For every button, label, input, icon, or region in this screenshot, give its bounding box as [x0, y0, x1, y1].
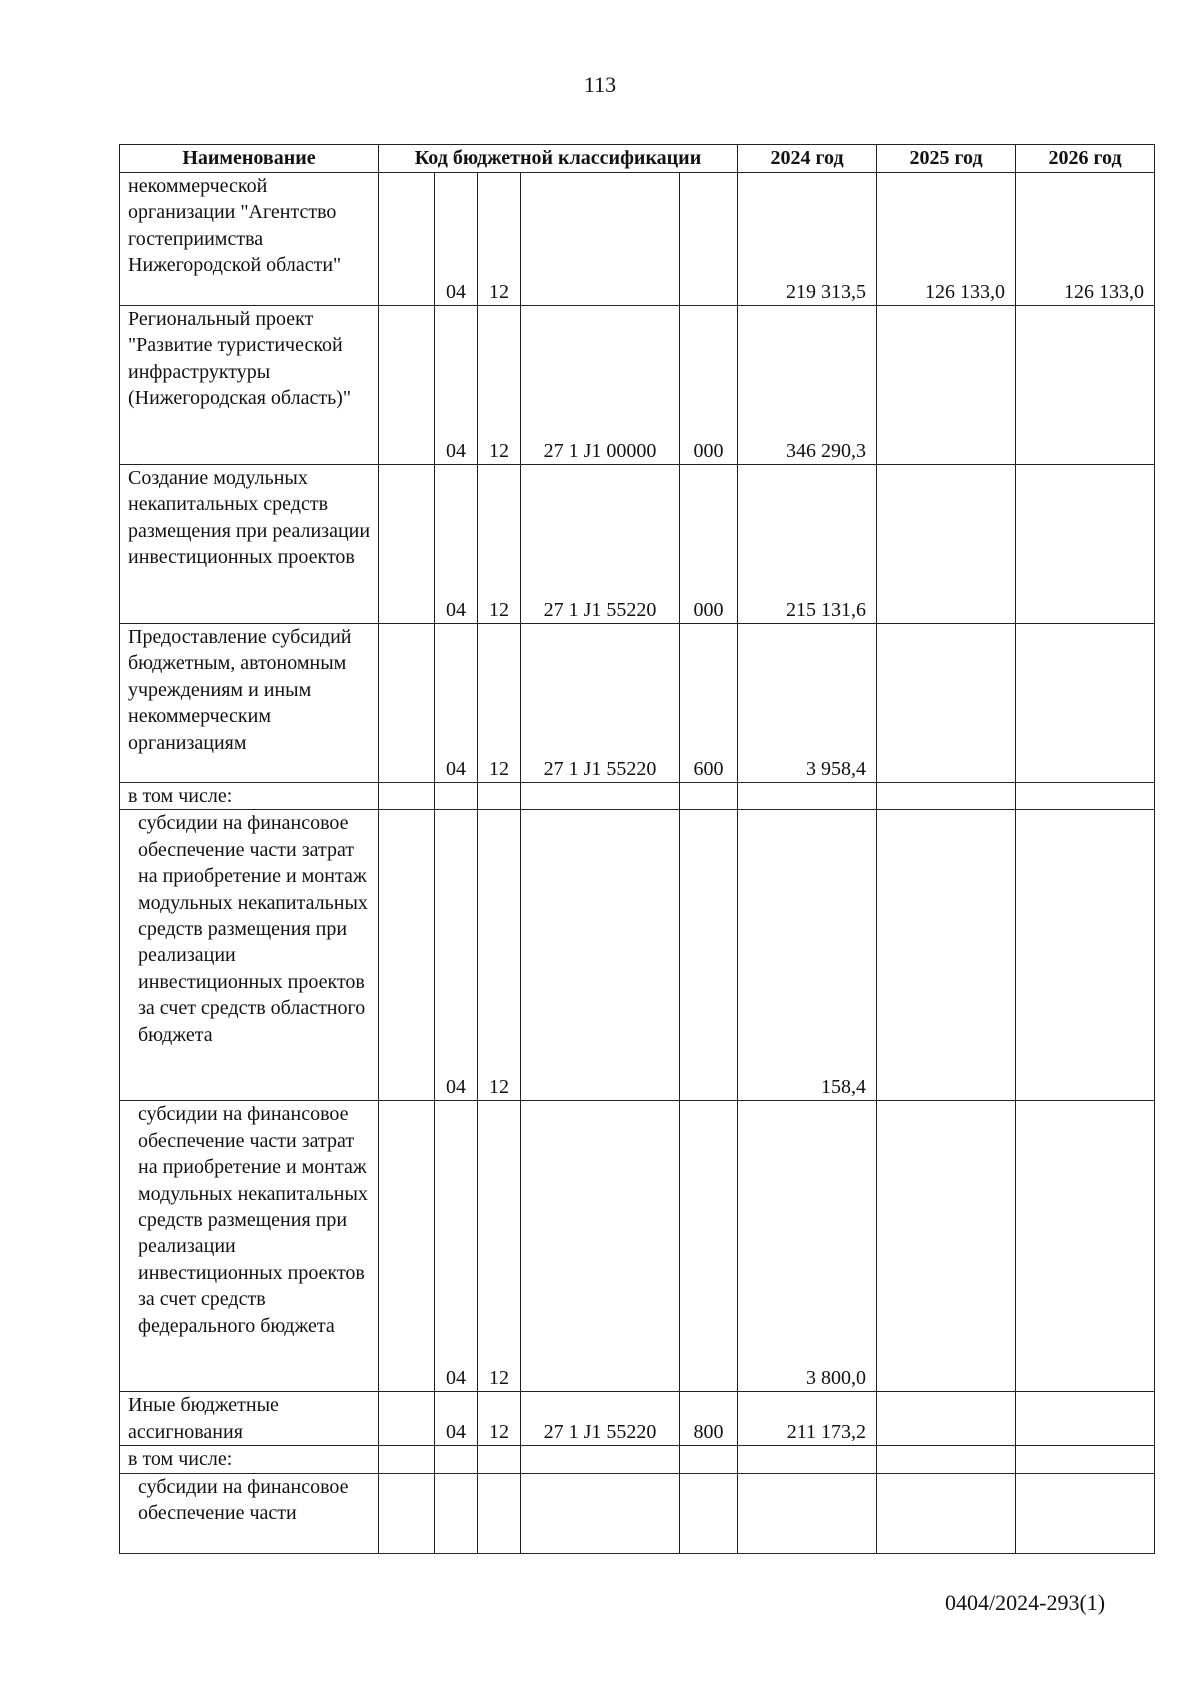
- cell-y2025: [877, 465, 1016, 624]
- cell-y2024: 219 313,5: [738, 173, 877, 306]
- cell-c2: 04: [435, 810, 478, 1101]
- cell-c4: 27 1 J1 00000: [521, 306, 680, 465]
- cell-c1: [379, 1473, 435, 1553]
- cell-y2024: 3 958,4: [738, 624, 877, 783]
- cell-y2026: [1016, 465, 1155, 624]
- cell-c3: [478, 1446, 521, 1473]
- cell-c3: 12: [478, 1392, 521, 1446]
- cell-name: Предоставление субсидий бюджетным, автономным учреждениям и иным некоммерческим организациям: [120, 624, 379, 783]
- cell-y2025: [877, 306, 1016, 465]
- table-row: [120, 1101, 1155, 1392]
- cell-y2024: 346 290,3: [738, 306, 877, 465]
- cell-c2: [435, 783, 478, 810]
- budget-table: [119, 144, 1155, 1554]
- cell-c4: [521, 1473, 680, 1553]
- cell-c1: [379, 624, 435, 783]
- cell-c3: 12: [478, 306, 521, 465]
- cell-name: Создание модульных некапитальных средств размещения при реализации инвестиционных проектов: [120, 465, 379, 624]
- cell-y2026: [1016, 1101, 1155, 1392]
- cell-y2025: [877, 1446, 1016, 1473]
- cell-y2025: [877, 1101, 1016, 1392]
- cell-c5: [680, 1473, 738, 1553]
- cell-c4: [521, 1101, 680, 1392]
- cell-c2: 04: [435, 1101, 478, 1392]
- cell-y2026: [1016, 783, 1155, 810]
- cell-c1: [379, 1101, 435, 1392]
- cell-name: [120, 1473, 379, 1553]
- cell-name: в том числе:: [120, 783, 379, 810]
- table-row: [120, 306, 1155, 465]
- cell-c4: 27 1 J1 55220: [521, 465, 680, 624]
- cell-y2025: [877, 810, 1016, 1101]
- cell-c5: [680, 810, 738, 1101]
- cell-c1: [379, 173, 435, 306]
- cell-y2024: [738, 1446, 877, 1473]
- cell-c1: [379, 306, 435, 465]
- table-row: [120, 1473, 1155, 1553]
- header-2024: 2024 год: [738, 145, 877, 173]
- header-row: [120, 145, 1155, 173]
- cell-name: [120, 1101, 379, 1392]
- header-code: Код бюджетной классификации: [379, 145, 738, 173]
- table-row: [120, 783, 1155, 810]
- cell-name: Региональный проект "Развитие туристической инфраструктуры (Нижегородская область)": [120, 306, 379, 465]
- cell-y2026: [1016, 624, 1155, 783]
- cell-c2: 04: [435, 306, 478, 465]
- cell-c5: [680, 1446, 738, 1473]
- table-row: [120, 810, 1155, 1101]
- cell-y2026: [1016, 1473, 1155, 1553]
- cell-name: Иные бюджетные ассигнования: [120, 1392, 379, 1446]
- cell-y2024: [738, 1473, 877, 1553]
- cell-c1: [379, 1392, 435, 1446]
- cell-c2: 04: [435, 465, 478, 624]
- cell-c5: 800: [680, 1392, 738, 1446]
- cell-name: некоммерческой организации "Агентство гостеприимства Нижегородской области": [120, 173, 379, 306]
- cell-c1: [379, 810, 435, 1101]
- cell-c2: [435, 1473, 478, 1553]
- table-row: [120, 173, 1155, 306]
- cell-y2026: [1016, 1392, 1155, 1446]
- header-2026: 2026 год: [1016, 145, 1155, 173]
- cell-c4: [521, 1446, 680, 1473]
- cell-y2024: 215 131,6: [738, 465, 877, 624]
- cell-c5: 000: [680, 465, 738, 624]
- cell-c3: 12: [478, 1101, 521, 1392]
- cell-c4: 27 1 J1 55220: [521, 1392, 680, 1446]
- cell-c2: 04: [435, 1392, 478, 1446]
- cell-c5: [680, 1101, 738, 1392]
- page-number: 113: [583, 72, 617, 97]
- cell-y2026: [1016, 306, 1155, 465]
- cell-y2025: 126 133,0: [877, 173, 1016, 306]
- cell-name-text: субсидии на финансовое обеспечение части затрат на приобретение и монтаж модульных некапитальных средств размещения при реализации инвестиционных проектов за счет средств областного бюджета: [138, 812, 368, 1046]
- cell-c4: [521, 173, 680, 306]
- cell-name-text: субсидии на финансовое обеспечение части: [138, 1475, 349, 1525]
- document-code: 0404/2024-293(1): [945, 1590, 1106, 1615]
- cell-c2: 04: [435, 173, 478, 306]
- table-row: [120, 1446, 1155, 1473]
- cell-y2026: 126 133,0: [1016, 173, 1155, 306]
- cell-c4: [521, 783, 680, 810]
- cell-y2024: 3 800,0: [738, 1101, 877, 1392]
- cell-y2024: 158,4: [738, 810, 877, 1101]
- cell-y2025: [877, 783, 1016, 810]
- cell-c3: 12: [478, 624, 521, 783]
- table-row: [120, 624, 1155, 783]
- cell-c4: [521, 810, 680, 1101]
- cell-c3: 12: [478, 465, 521, 624]
- cell-y2024: [738, 783, 877, 810]
- cell-c5: 000: [680, 306, 738, 465]
- table-row: [120, 1392, 1155, 1446]
- cell-name: [120, 810, 379, 1101]
- cell-c5: 600: [680, 624, 738, 783]
- table-row: [120, 465, 1155, 624]
- header-2025: 2025 год: [877, 145, 1016, 173]
- cell-y2025: [877, 1392, 1016, 1446]
- cell-c5: [680, 173, 738, 306]
- cell-c1: [379, 1446, 435, 1473]
- cell-c1: [379, 783, 435, 810]
- cell-name: в том числе:: [120, 1446, 379, 1473]
- header-name: Наименование: [120, 145, 379, 173]
- cell-c3: [478, 783, 521, 810]
- cell-name-text: субсидии на финансовое обеспечение части затрат на приобретение и монтаж модульных некапитальных средств размещения при реализации инвестиционных проектов за счет средств федерального бюджета: [138, 1103, 368, 1337]
- cell-y2025: [877, 1473, 1016, 1553]
- cell-y2025: [877, 624, 1016, 783]
- cell-c1: [379, 465, 435, 624]
- cell-c5: [680, 783, 738, 810]
- cell-c3: 12: [478, 173, 521, 306]
- cell-c4: 27 1 J1 55220: [521, 624, 680, 783]
- cell-y2024: 211 173,2: [738, 1392, 877, 1446]
- cell-y2026: [1016, 1446, 1155, 1473]
- cell-y2026: [1016, 810, 1155, 1101]
- cell-c3: [478, 1473, 521, 1553]
- cell-c2: [435, 1446, 478, 1473]
- cell-c2: 04: [435, 624, 478, 783]
- cell-c3: 12: [478, 810, 521, 1101]
